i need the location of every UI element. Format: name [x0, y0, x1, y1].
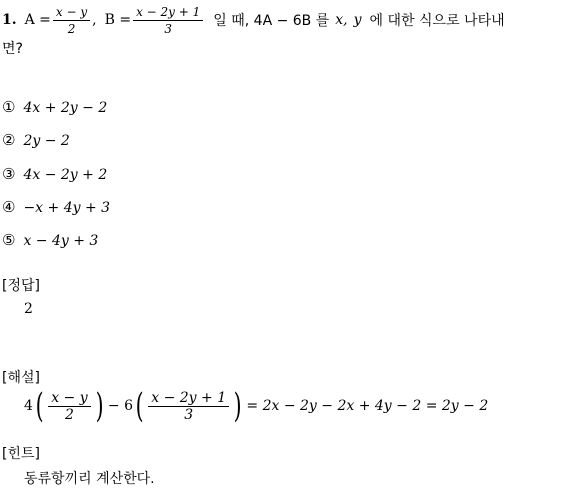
solution-fraction-1	[48, 390, 90, 423]
choice-5-marker: ⑤	[2, 231, 16, 249]
solution-fraction-1-denominator: 2	[64, 406, 74, 423]
eq-a-lhs: A =	[24, 12, 51, 28]
fraction-a-denominator: 2	[67, 21, 76, 36]
solution-fraction-2	[148, 390, 229, 423]
solution-result: = 2x − 2y − 2x + 4y − 2 = 2y − 2	[246, 398, 489, 414]
fraction-b-numerator: x − 2y + 1	[133, 4, 203, 21]
hint-text: 동류항끼리 계산한다.	[24, 471, 155, 487]
choice-1-expr: 4x + 2y − 2	[23, 100, 108, 116]
left-paren-1: (	[35, 386, 44, 426]
choice-5-expr: x − 4y + 3	[23, 233, 99, 249]
left-paren-2: (	[135, 386, 144, 426]
choice-1-marker: ①	[2, 98, 16, 116]
solution-coef-1: 4	[24, 398, 33, 414]
choice-3-expr: 4x − 2y + 2	[23, 167, 108, 183]
right-paren-2: )	[233, 386, 242, 426]
choice-5[interactable]	[2, 231, 98, 249]
solution-minus: − 6	[107, 398, 133, 414]
separator-comma: ,	[92, 12, 97, 28]
fraction-a	[53, 4, 90, 37]
fraction-b-denominator: 3	[164, 21, 172, 36]
solution-fraction-1-numerator: x − y	[48, 390, 90, 407]
choice-4[interactable]	[2, 198, 110, 216]
variable-x: x,	[335, 12, 348, 28]
choice-2-expr: 2y − 2	[23, 133, 70, 149]
choice-2[interactable]	[2, 131, 70, 149]
eq-b-lhs: B =	[104, 12, 132, 28]
choice-3-marker: ③	[2, 165, 16, 183]
variable-y: y	[353, 12, 362, 28]
solution-fraction-2-denominator: 3	[184, 406, 194, 423]
fraction-b	[133, 4, 203, 37]
question-text-2: 에 대한 식으로 나타내	[369, 13, 505, 29]
choice-2-marker: ②	[2, 131, 16, 149]
choice-3[interactable]	[2, 165, 107, 183]
question-number: 1.	[2, 12, 17, 28]
fraction-a-numerator: x − y	[53, 4, 90, 21]
solution-equation	[24, 384, 488, 428]
solution-label: [해설]	[2, 370, 40, 386]
right-paren-1: )	[95, 386, 104, 426]
question-line-1	[2, 2, 505, 38]
choice-4-marker: ④	[2, 198, 16, 216]
answer-label: [정답]	[2, 278, 40, 294]
answer-value: 2	[24, 301, 33, 317]
hint-label: [힌트]	[2, 446, 40, 462]
question-text-1: 일 때, 4A − 6B 를	[213, 13, 330, 29]
choice-1[interactable]	[2, 98, 107, 116]
choice-4-expr: −x + 4y + 3	[23, 200, 111, 216]
question-line-2: 면?	[2, 41, 23, 57]
solution-fraction-2-numerator: x − 2y + 1	[148, 390, 229, 407]
